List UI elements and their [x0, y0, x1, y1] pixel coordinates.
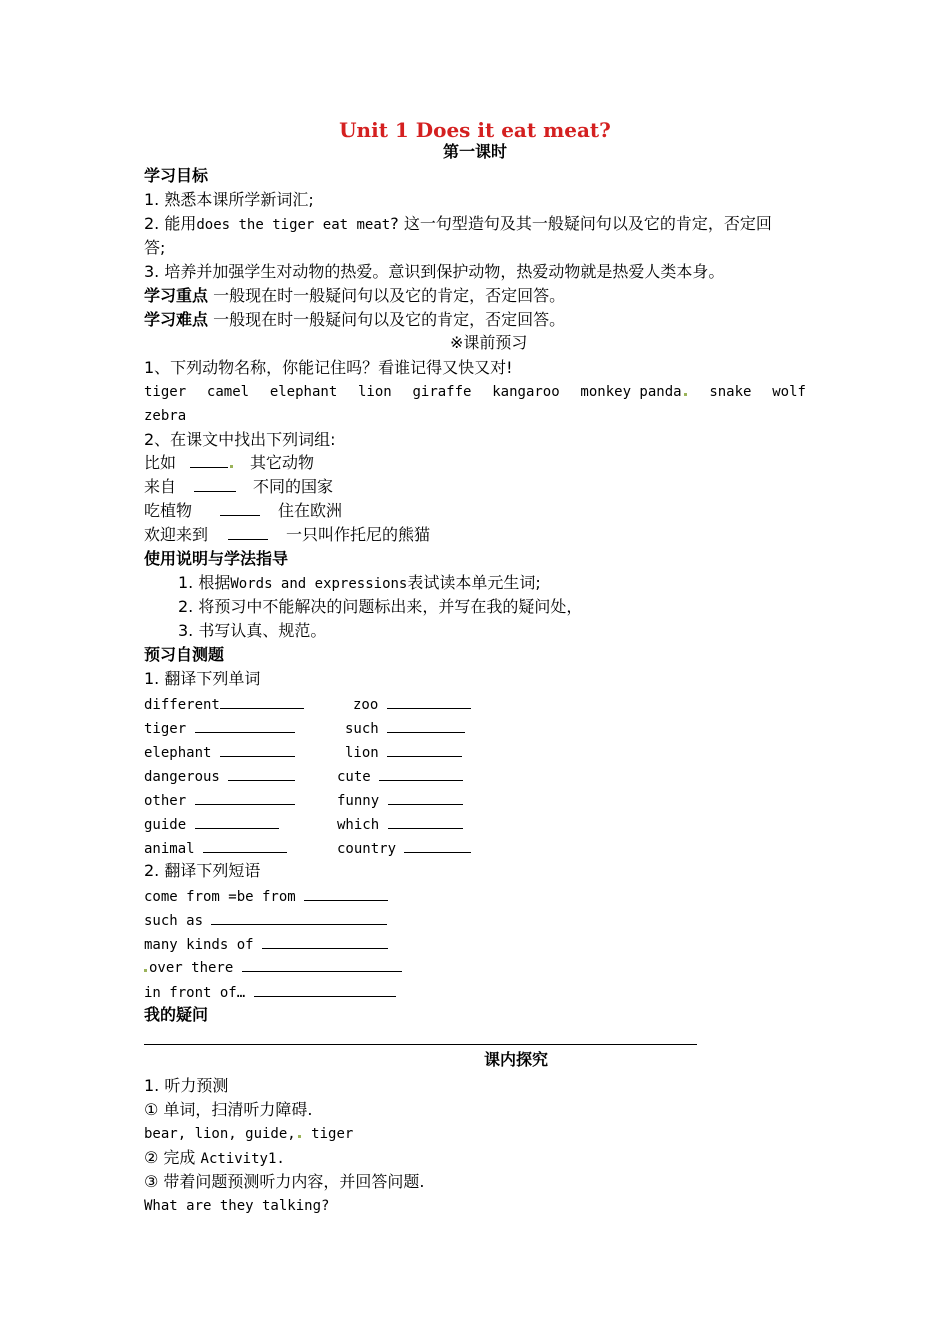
vocab-word: funny: [337, 793, 380, 809]
phrase-row: [144, 501, 342, 521]
objective-2-suffix: ? 这一句型造句及其一般疑问句以及它的肯定，否定回: [390, 214, 772, 233]
vocab-row: [337, 766, 463, 787]
answer-blank[interactable]: [379, 766, 463, 781]
key-point-label: 学习重点: [144, 286, 209, 305]
answer-blank[interactable]: [254, 982, 396, 997]
animal-word: lion: [358, 384, 392, 400]
answer-blank[interactable]: [220, 501, 260, 516]
vocab-word: such: [345, 721, 379, 737]
preview-heading: ※课前预习: [450, 333, 528, 352]
phrase-cn: 不同的国家: [253, 477, 334, 496]
animal-word: giraffe: [412, 384, 472, 400]
selftest-heading: 预习自测题: [144, 645, 225, 664]
phrase-en: over there: [149, 960, 234, 976]
objective-2-continued: 答;: [144, 238, 166, 257]
answer-blank[interactable]: [304, 886, 388, 901]
question-2: 2、在课文中找出下列词组:: [144, 430, 336, 449]
answer-blank[interactable]: [387, 742, 462, 757]
phrase-translation-row: [144, 934, 388, 955]
difficulty: [144, 310, 565, 330]
answer-blank[interactable]: [220, 742, 295, 757]
listening-step-2: [144, 1148, 285, 1169]
animal-word: tiger: [144, 384, 187, 400]
vocab-row: [144, 790, 295, 811]
objectives-heading: 学习目标: [144, 166, 209, 185]
vocab-row: [144, 766, 295, 787]
vocab-word: tiger: [144, 721, 187, 737]
answer-blank[interactable]: [203, 838, 287, 853]
vocab-row: [337, 838, 471, 859]
answer-blank[interactable]: [211, 910, 387, 925]
vocab-row: [144, 742, 295, 763]
objective-1: 1. 熟悉本课所学新词汇;: [144, 190, 314, 209]
vocab-word: which: [337, 817, 380, 833]
phrase-cn: 比如: [144, 453, 177, 472]
selftest-part-1: 1. 翻译下列单词: [144, 669, 261, 688]
animal-word: camel: [206, 384, 250, 400]
phrase-cn: 吃植物: [144, 501, 193, 520]
answer-blank[interactable]: [220, 694, 304, 709]
guide-heading: 使用说明与学法指导: [144, 549, 289, 568]
objective-2-prefix: 2. 能用: [144, 214, 197, 233]
answer-blank[interactable]: [388, 790, 463, 805]
listening-question: What are they talking?: [144, 1198, 330, 1214]
phrase-row: [144, 477, 333, 497]
animal-word: snake: [709, 384, 752, 400]
vocab-word: cute: [337, 769, 371, 785]
phrase-cn: 住在欧洲: [278, 501, 343, 520]
phrase-cn: 来自: [144, 477, 177, 496]
answer-blank[interactable]: [242, 957, 402, 972]
phrase-en: come from =be from: [144, 889, 296, 905]
vocab-word: dangerous: [144, 769, 220, 785]
vocab-row: [144, 694, 304, 715]
vocab-row: [144, 718, 295, 739]
listening-step-1: ① 单词，扫清听力障碍.: [144, 1100, 313, 1119]
questions-line[interactable]: [144, 1044, 697, 1045]
vocab-row: [337, 790, 463, 811]
phrase-translation-row: [144, 957, 402, 978]
listening-words: bear, lion, guide, tiger: [144, 1126, 354, 1142]
inclass-heading: 课内探究: [484, 1050, 549, 1069]
answer-blank[interactable]: [190, 453, 228, 468]
objective-3: 3. 培养并加强学生对动物的热爱。意识到保护动物，热爱动物就是热爱人类本身。: [144, 262, 725, 281]
selftest-part-2: 2. 翻译下列短语: [144, 861, 261, 880]
guide-item-1-prefix: 1. 根据: [178, 573, 231, 592]
answer-blank[interactable]: [195, 718, 295, 733]
lesson-subtitle: 第一课时: [442, 142, 507, 161]
phrase-translation-row: [144, 886, 388, 907]
listening-step-3: ③ 带着问题预测听力内容，并回答问题.: [144, 1172, 425, 1191]
animal-list: [144, 382, 806, 402]
key-point: [144, 286, 565, 306]
my-questions-heading: 我的疑问: [144, 1005, 209, 1024]
vocab-word: zoo: [353, 697, 379, 713]
answer-blank[interactable]: [194, 477, 236, 492]
answer-blank[interactable]: [387, 694, 471, 709]
vocab-word: other: [144, 793, 187, 809]
listening-step-2-prefix: ② 完成: [144, 1148, 196, 1167]
answer-blank[interactable]: [404, 838, 471, 853]
question-1: 1、下列动物名称，你能记住吗？看谁记得又快又对!: [144, 358, 513, 377]
phrase-row: [144, 453, 314, 473]
vocab-row: [337, 814, 463, 835]
objective-2-english: does the tiger eat meat: [196, 217, 391, 233]
answer-blank[interactable]: [195, 790, 295, 805]
phrase-cn: 其它动物: [250, 453, 315, 472]
answer-blank[interactable]: [228, 525, 268, 540]
difficulty-text: 一般现在时一般疑问句以及它的肯定，否定回答。: [208, 310, 566, 329]
listening-step-2-english: Activity1.: [200, 1151, 285, 1167]
guide-item-2: 2. 将预习中不能解决的问题标出来，并写在我的疑问处，: [178, 597, 583, 616]
vocab-word: animal: [144, 841, 195, 857]
guide-item-1-english: Words and expressions: [230, 576, 408, 592]
animal-list-line2: zebra: [144, 408, 187, 424]
listening-heading: 1. 听力预测: [144, 1076, 229, 1095]
vocab-row: [345, 742, 462, 763]
answer-blank[interactable]: [388, 814, 463, 829]
phrase-translation-row: [144, 910, 387, 931]
vocab-word: lion: [345, 745, 379, 761]
vocab-row: [345, 718, 465, 739]
guide-item-3: 3. 书写认真、规范。: [178, 621, 327, 640]
animal-word: monkey panda: [580, 382, 688, 402]
animal-word: wolf: [772, 384, 806, 400]
vocab-row: [353, 694, 471, 715]
answer-blank[interactable]: [228, 766, 295, 781]
objective-2: [144, 214, 772, 235]
answer-blank[interactable]: [262, 934, 388, 949]
phrase-en: such as: [144, 913, 204, 929]
phrase-en: in front of…: [144, 985, 246, 1001]
difficulty-label: 学习难点: [144, 310, 209, 329]
animal-word: elephant: [269, 384, 338, 400]
vocab-word: different: [144, 697, 220, 713]
key-point-text: 一般现在时一般疑问句以及它的肯定，否定回答。: [208, 286, 566, 305]
phrase-en: many kinds of: [144, 937, 254, 953]
phrase-translation-row: [144, 982, 396, 1003]
vocab-word: country: [337, 841, 397, 857]
vocab-row: [144, 814, 279, 835]
phrase-cn: 一只叫作托尼的熊猫: [286, 525, 431, 544]
guide-item-1: [178, 573, 541, 594]
answer-blank[interactable]: [387, 718, 465, 733]
phrase-row: [144, 525, 430, 545]
answer-blank[interactable]: [195, 814, 279, 829]
animal-word: kangaroo: [492, 384, 560, 400]
vocab-row: [144, 838, 287, 859]
page-title: Unit 1 Does it eat meat?: [339, 118, 611, 142]
guide-item-1-suffix: 表试读本单元生词;: [407, 573, 541, 592]
phrase-cn: 欢迎来到: [144, 525, 209, 544]
vocab-word: guide: [144, 817, 187, 833]
vocab-word: elephant: [144, 745, 212, 761]
